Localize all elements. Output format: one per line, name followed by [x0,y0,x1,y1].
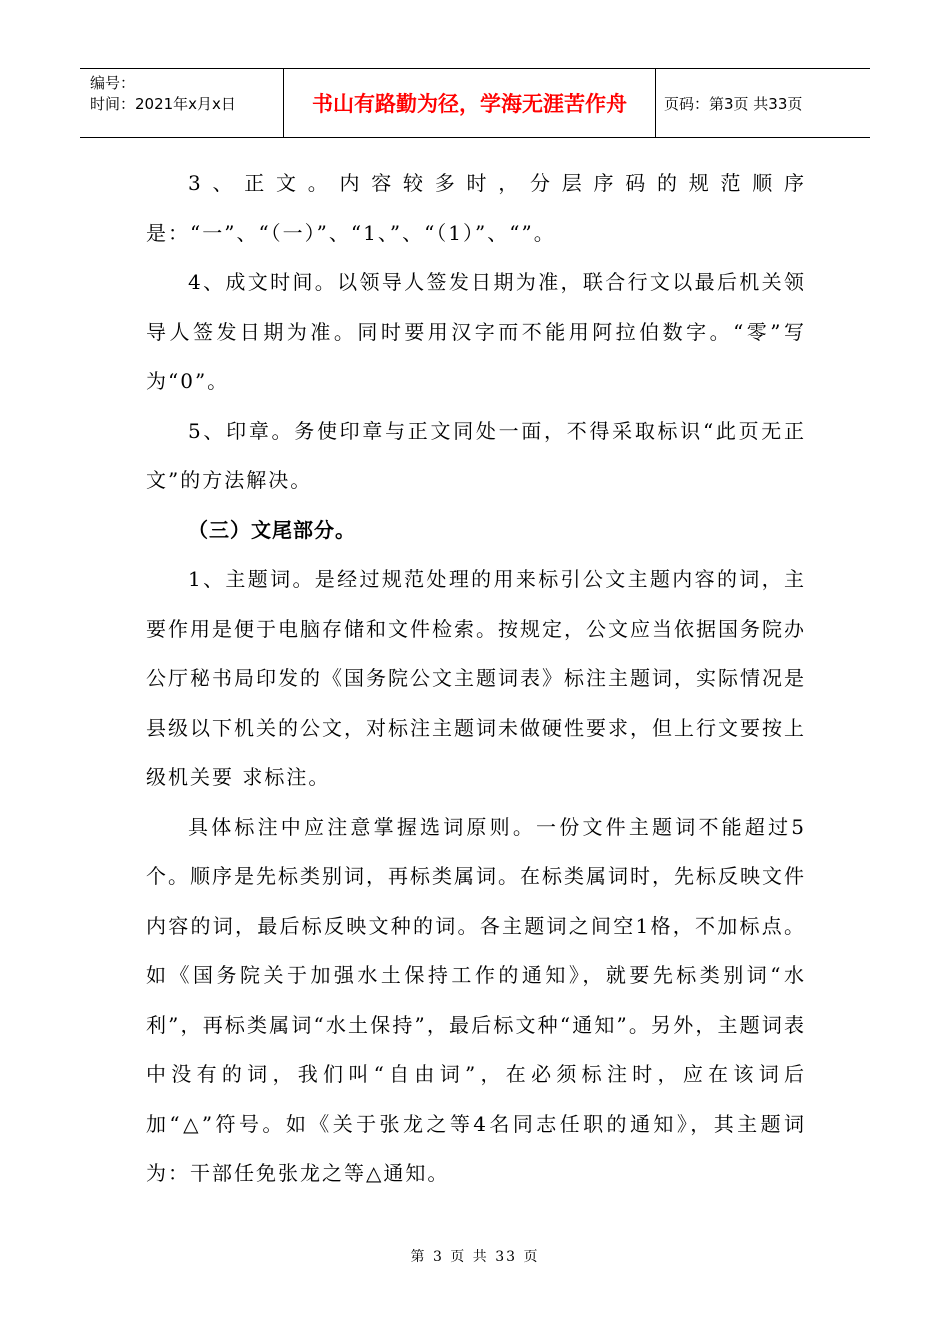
header-page-info: 页码：第3页 共33页 [664,94,803,113]
document-body [146,159,806,1199]
page-header [80,68,870,138]
page-footer: 第 3 页 共 33 页 [410,1249,540,1265]
section-heading: （三）文尾部分。 [188,517,356,542]
paragraph-subject-words: 1、主题词。是经过规范处理的用来标引公文主题内容的词，主要作用是便于电脑存储和文件检索。按规定，公文应当依据国务院办公厅秘书局印发的《国务院公文主题词表》标注主题词，实际情况是县级以下机关的公文，对标注主题词未做硬性要求，但上行文要按上级机关要 求标注。 [146,567,806,789]
header-motto: 书山有路勤为径，学海无涯苦作舟 [284,69,656,137]
document-number-label: 编号： [90,74,136,92]
paragraph-main-text: 3、正文。内容较多时，分层序码的规范顺序是：“一”、“（一）”、“1、”、“（1）”、“”。 [146,171,806,245]
paragraph-selection-principles: 具体标注中应注意掌握选词原则。一份文件主题词不能超过5个。顺序是先标类别词，再标类属词。在标类属词时，先标反映文件内容的词，最后标反映文种的词。各主题词之间空1格，不加标点。如《国务院关于加强水土保持工作的通知》，就要先标类别词“水利”，再标类属词“水土保持”，最后标文种“通知”。另外，主题词表中没有的词，我们叫“自由词”，在必须标注时，应在该词后加“△”符号。如《关于张龙之等4名同志任职的通知》，其主题词为：干部任免张龙之等△通知。 [146,814,806,1185]
document-time-label: 时间：2021年x月x日 [90,95,236,113]
paragraph-date: 4、成文时间。以领导人签发日期为准，联合行文以最后机关领导人签发日期为准。同时要用汉字而不能用阿拉伯数字。“零”写为“0”。 [146,270,806,393]
paragraph-seal: 5、印章。务使印章与正文同处一面，不得采取标识“此页无正文”的方法解决。 [146,418,806,492]
header-meta [80,69,284,137]
